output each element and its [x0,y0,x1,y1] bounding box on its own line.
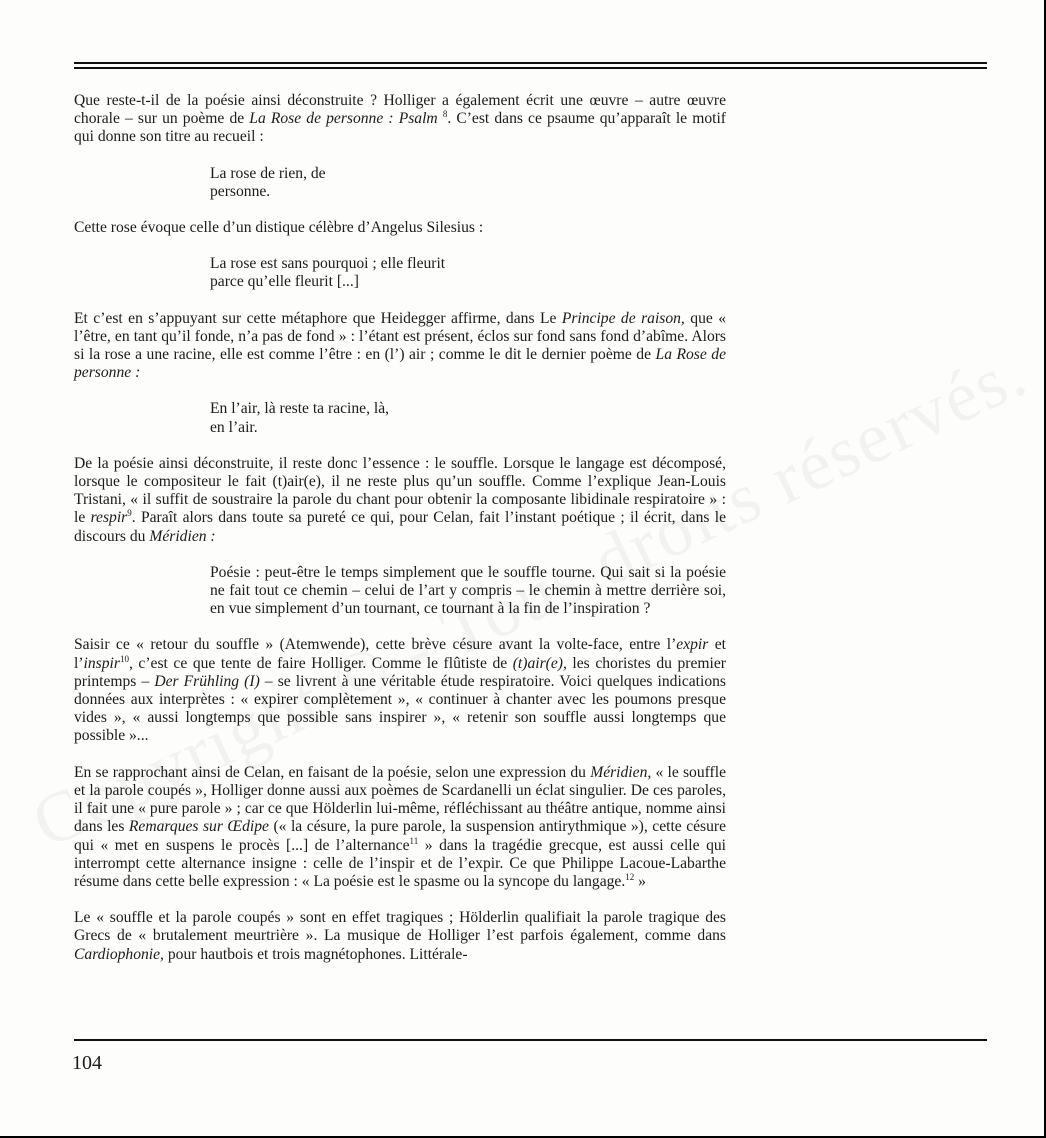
quote-line: parce qu’elle fleurit [...] [210,273,359,291]
text-run: De la poésie ainsi déconstruite, il reste donc l’essence : le souffle. Lorsque le langage est décomposé, lorsque le compositeur le fait (t)air(e), il ne reste plus qu’un souffle. Comme l’explique Jean-Louis Tristani, « il suffit de soustraire la parole du chant pour obtenir la composante libidinale respiratoire » : le [74,454,726,527]
footnote-ref: 12 [625,871,635,882]
footnote-ref: 9 [127,508,132,519]
footnote-ref: 11 [409,835,419,846]
italic-term: inspir [83,654,120,672]
quote-line: En l’air, là reste ta racine, là, [210,400,390,418]
quote-line: personne. [210,182,271,200]
text-run: que « l’être, en tant qu’il fonde, n’a pas de fond » : l’étant est présent, éclos sur fond sans fond d’abîme. Alors si la rose a une racine, elle est comme l’être : en (l’) air ; comme le dit le dernier poème de [74,309,727,364]
paragraph-7 [74,909,726,964]
italic-title: Cardiophonie, [74,945,164,963]
quote-2 [210,255,726,291]
text-run: , c’est ce que tente de faire Holliger. Comme le flûtiste de [128,654,513,672]
italic-title: Der Frühling (I) [154,672,260,690]
footnote-ref: 10 [119,653,129,664]
italic-title: Remarques sur Œdipe [128,818,269,836]
text-run: Et c’est en s’appuyant sur cette métaphore que Heidegger affirme, dans Le [74,309,562,327]
paragraph-3 [74,310,726,383]
text-run: et l’ [74,636,726,672]
text-run: » dans la tragédie grecque, est aussi celle qui interrompt cette alternance insigne : celle de l’inspir et de l’expir. Ce que Philippe Lacoue-Labarthe résume dans cette belle expression : « La poésie est le spasme ou la syncope du langage. [74,836,727,890]
italic-title: Principe de raison, [561,309,685,327]
italic-title: Méridien : [149,527,216,545]
paragraph-5 [74,636,726,745]
text-run: Que reste-t-il de la poésie ainsi déconstruite ? Holliger a également écrit une œuvre – autre œuvre chorale – sur un poème de [74,92,726,128]
text-run: Le « souffle et la parole coupés » sont en effet tragiques ; Hölderlin qualifiait la parole tragique des Grecs de « brutalement meurtrière ». La musique de Holliger l’est parfois également, comme dans [74,909,726,945]
text-run: Saisir ce « retour du souffle » (Atemwende), cette brève césure avant la volte-face, entre l’ [74,636,677,654]
text-run: pour hautbois et trois magnétophones. Littérale- [163,945,468,963]
text-body [74,92,726,964]
quote-line: en l’air. [210,418,258,436]
bottom-rule [74,1039,987,1041]
top-double-rule [74,62,987,69]
quote-1 [210,165,726,201]
text-run: . C’est dans ce psaume qu’apparaît le motif qui donne son titre au recueil : [74,110,727,146]
paragraph-6 [74,764,726,891]
quote-line: La rose de rien, de [210,164,326,182]
italic-title: Méridien, [590,763,652,781]
quote-line: La rose est sans pourquoi ; elle fleurit [210,255,446,273]
text-run: » [634,872,646,890]
text-run: En se rapprochant ainsi de Celan, en faisant de la poésie, selon une expression du [74,763,591,781]
text-run: . Paraît alors dans toute sa pureté ce qui, pour Celan, fait l’instant poétique ; il écrit, dans le discours du [74,509,726,545]
italic-term: respir [90,509,128,527]
italic-title: (t)air(e), [512,654,567,672]
page-number: 104 [72,1052,102,1074]
quote-4: Poésie : peut-être le temps simplement que le souffle tourne. Qui sait si la poésie ne fait tout ce chemin – celui de l’art y compris – le chemin à mettre derrière soi, en vue simplement d’un tournant, ce tournant à la fin de l’inspiration ? [210,563,726,618]
italic-title: La Rose de personne : Psalm [249,110,438,128]
paragraph-1 [74,92,726,147]
italic-term: expir [676,636,709,654]
text-run: « le souffle et la parole coupés », Holliger donne aussi aux poèmes de Scardanelli un éclat singulier. De ces paroles, il fait une « pure parole » ; car ce que Hölderlin lui-même, réfléchissant au théâtre antique, nomme ainsi dans les [74,763,726,836]
footnote-ref: 8 [442,109,448,120]
paragraph-2: Cette rose évoque celle d’un distique célèbre d’Angelus Silesius : [74,219,484,237]
text-run: les choristes du premier printemps – [74,654,726,690]
quote-3 [210,400,726,436]
text-run: – se livrent à une véritable étude respiratoire. Voici quelques indications données aux interprètes : « expirer complètement », « continuer à chanter avec les poumons presque vides », « aussi longtemps que possible sans inspirer », « retenir son souffle aussi longtemps que possible »... [74,672,726,745]
text-run: (« la césure, la pure parole, la suspension antirythmique »), cette césure qui « met en suspens le procès [...] de l’alternance [74,818,727,854]
paragraph-4 [74,455,726,546]
italic-title: La Rose de personne : [74,346,726,382]
